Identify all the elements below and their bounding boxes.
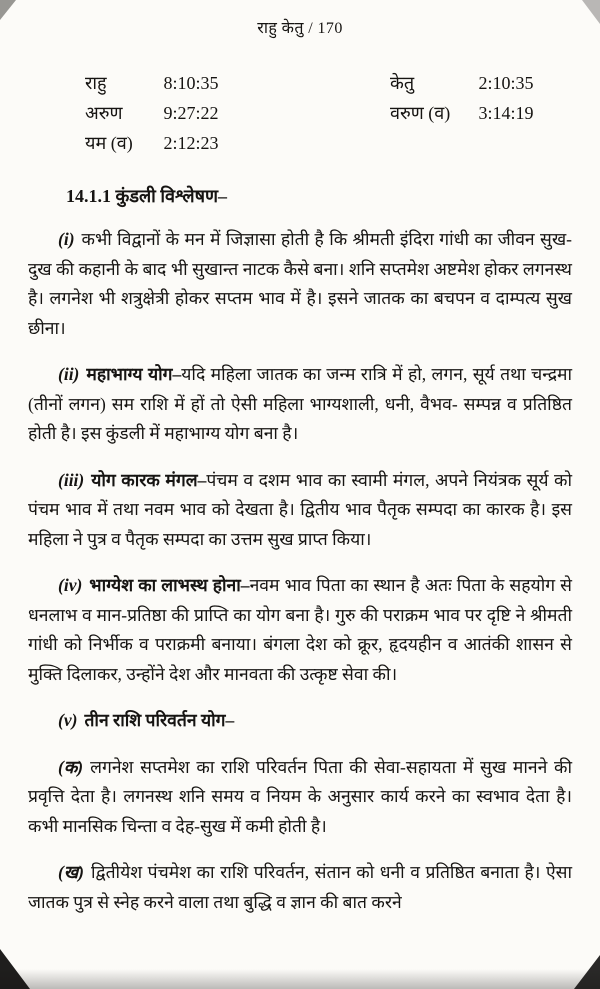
planet-value: 8:10:35 <box>163 73 219 93</box>
paragraph-iv <box>28 571 572 689</box>
paragraph-marker: (i) <box>58 229 75 249</box>
paragraph-ii <box>28 360 572 449</box>
paragraph-text: नवम भाव पिता का स्थान है अतः पिता के सहयोग से धनलाभ व मान-प्रतिष्ठा की प्राप्ति का योग बना है। गुरु की पराक्रम भाव पर दृष्टि ने श्रीमती गांधी को निर्भीक व पराक्रमी बनाया। बंगला देश को क्रूर, हृदयहीन व आतंकी शासन से मुक्ति दिलाकर, उन्होंने देश और मानवता की उत्कृष्ट सेवा की। <box>28 575 573 684</box>
position-row <box>85 128 390 158</box>
paragraph-text: द्वितीयेश पंचमेश का राशि परिवर्तन, संतान को धनी व प्रतिष्ठित बनाता है। ऐसा जातक पुत्र से स्नेह करने वाला तथा बुद्धि व ज्ञान की बात करने <box>28 862 572 912</box>
planet-name: अरुण <box>85 103 123 123</box>
paragraph-lead: योग कारक मंगल– <box>91 469 207 490</box>
planet-name: राहु <box>85 73 107 93</box>
paragraph-lead: महाभाग्य योग– <box>86 364 182 384</box>
paragraph-lead: तीन राशि परिवर्तन योग– <box>84 710 235 730</box>
paragraph-v-heading <box>28 706 572 736</box>
paragraph-lead: भाग्येश का लाभस्थ होना– <box>89 575 250 595</box>
paragraph-marker: (क) <box>58 756 84 777</box>
paragraph-marker: (ख) <box>58 862 84 882</box>
paragraph-i <box>28 225 572 343</box>
position-row <box>390 98 572 128</box>
positions-right-column <box>390 68 572 158</box>
section-heading: 14.1.1 कुंडली विश्लेषण– <box>66 186 228 206</box>
scan-artifact-top-right <box>582 0 600 24</box>
position-row <box>85 68 390 98</box>
paragraph-marker: (ii) <box>58 364 80 384</box>
planet-value: 2:12:23 <box>163 133 219 153</box>
scan-artifact-top-left <box>0 0 16 20</box>
paragraph-ka <box>28 753 572 842</box>
paragraph-iii <box>28 466 572 555</box>
position-row <box>390 68 572 98</box>
planet-value: 2:10:35 <box>478 73 534 93</box>
paragraph-marker: (iv) <box>58 575 83 595</box>
paragraph-marker: (iii) <box>58 469 85 490</box>
paragraph-text: लगनेश सप्तमेश का राशि परिवर्तन पिता की सेवा-सहायता में सुख मानने की प्रवृत्ति देता है। लगनस्थ शनि समय व नियम के अनुसार कार्य करने का स्वभाव देता है। कभी मानसिक चिन्ता व देह-सुख में कमी होती है। <box>28 756 572 836</box>
planet-name: यम (व) <box>85 133 133 153</box>
planet-name: वरुण (व) <box>390 103 451 123</box>
planet-positions-table <box>85 68 572 158</box>
paragraph-marker: (v) <box>58 710 78 730</box>
paragraph-text: पंचम व दशम भाव का स्वामी मंगल, अपने नियंत्रक सूर्य को पंचम भाव में तथा नवम भाव को देखता है। द्वितीय भाव पैतृक सम्पदा का कारक है। इस महिला ने पुत्र व पैतृक सम्पदा का उत्तम सुख प्राप्त किया। <box>28 469 572 549</box>
planet-value: 3:14:19 <box>478 103 534 123</box>
position-row <box>85 98 390 128</box>
paragraph-kha <box>28 858 572 917</box>
planet-name: केतु <box>390 73 415 93</box>
positions-left-column <box>85 68 390 158</box>
scan-artifact-bottom-left <box>0 949 30 989</box>
paragraph-text: यदि महिला जातक का जन्म रात्रि में हो, लगन, सूर्य तथा चन्द्रमा (तीनों लगन) सम राशि में हों तो ऐसी महिला भाग्यशाली, धनी, वैभव- सम्पन्न व प्रतिष्ठित होती है। इस कुंडली में महाभाग्य योग बना है। <box>28 364 572 443</box>
scan-edge-shadow <box>0 969 600 989</box>
planet-value: 9:27:22 <box>163 103 219 123</box>
paragraph-text: कभी विद्वानों के मन में जिज्ञासा होती है कि श्रीमती इंदिरा गांधी का जीवन सुख-दुख की कहानी के बाद भी सुखान्त नाटक कैसे बना। शनि सप्तमेश अष्टमेश होकर लगनस्थ है। लगनेश भी शत्रुक्षेत्री होकर सप्तम भाव में है। इसने जातक का बचपन व दाम्पत्य सुख छीना। <box>28 229 572 338</box>
page-header: राहु केतु / 170 <box>257 20 343 37</box>
scan-artifact-bottom-right <box>574 955 600 989</box>
